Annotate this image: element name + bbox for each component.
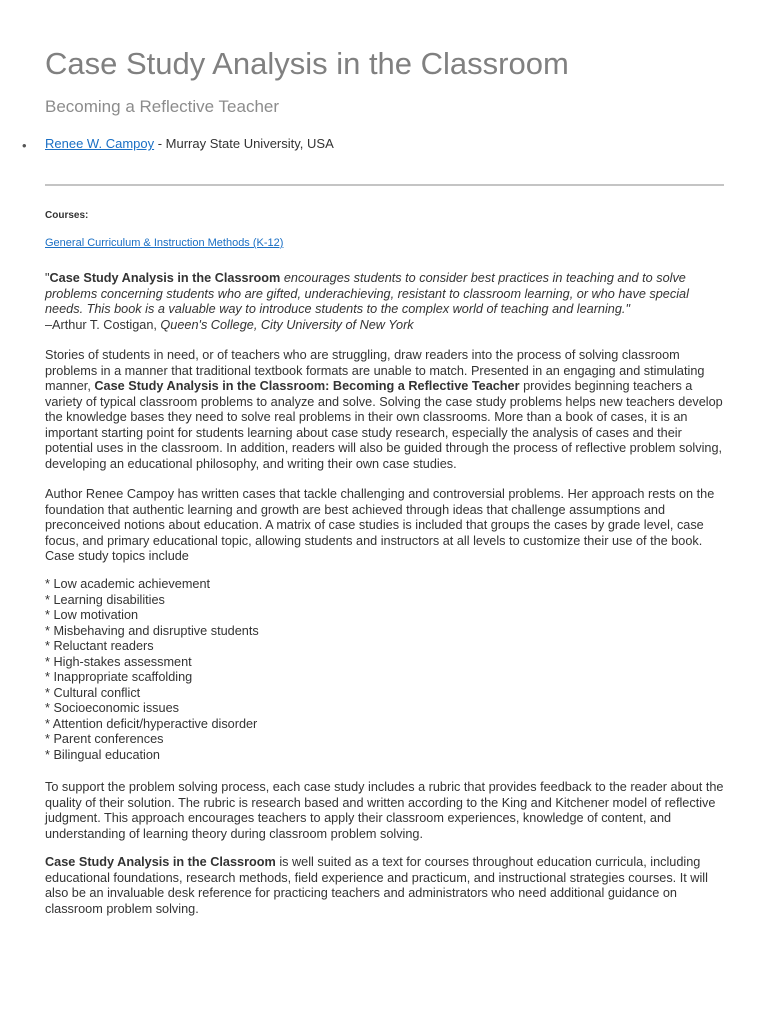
description-paragraph-3: To support the problem solving process, each case study includes a rubric that provides feedback to the reader about the quality of their solution. The rubric is research based and written according to the King and Kitchener model of reflective judgment. This approach encourages teachers to apply their classroom experiences, knowledge of content, and understanding of learning theory during classroom problem solving. [45, 780, 724, 841]
description-paragraph-2: Author Renee Campoy has written cases that tackle challenging and controversial problems. Her approach rests on the foundation that authentic learning and growth are best achieved through ideas that challenge assumptions and preconceived notions about education. A matrix of case studies is included that groups the cases by grade level, case focus, and primary educational topic, allowing students and instructors at all levels to customize their use of the book. Case study topics include [45, 487, 715, 564]
author-bullet: • [22, 138, 27, 153]
list-item: * Learning disabilities [45, 592, 165, 607]
description-paragraph-4 [45, 855, 725, 917]
list-item: * Attention deficit/hyperactive disorder [45, 716, 258, 731]
list-item: * Reluctant readers [45, 639, 154, 654]
quote-book-title: Case Study Analysis in the Classroom [49, 271, 281, 285]
divider [45, 184, 724, 186]
author-link[interactable]: Renee W. Campoy [45, 136, 155, 151]
list-item: * Misbehaving and disruptive students [45, 623, 259, 638]
quote-attribution [45, 318, 725, 334]
quote-body [45, 271, 725, 318]
list-item: * Inappropriate scaffolding [45, 670, 193, 685]
topics-list [45, 577, 725, 764]
p1-before: Stories of students in need, or of teachers who are struggling, draw readers into the process of solving classroom problems in a manner that traditional textbook formats are unable to match. Presented in an engaging and stimulating manner, [45, 348, 705, 394]
review-quote [45, 271, 725, 333]
list-item: * Bilingual education [45, 748, 160, 763]
list-item: * High-stakes assessment [45, 654, 192, 669]
page-title: Case Study Analysis in the Classroom [45, 46, 569, 81]
p1-after: provides beginning teachers a variety of typical classroom problems to analyze and solve. Solving the case study problems helps new teachers develop the knowledge bases they need to solve real problems in their own classrooms. More than a book of cases, it is an important starting point for students learning about case study research, especially the analysis of cases and their potential uses in the classroom. In addition, readers will also be guided through the process of reflective problem solving, developing an educational philosophy, and writing their own case studies. [45, 379, 723, 471]
courses-link-wrapper [45, 237, 283, 249]
description-paragraph-1 [45, 348, 725, 472]
quote-attribution-affiliation: Queen's College, City University of New York [160, 317, 414, 332]
list-item: * Socioeconomic issues [45, 701, 179, 716]
p4-bold-title: Case Study Analysis in the Classroom [45, 855, 276, 869]
courses-label: Courses: [45, 210, 89, 221]
p4-after: is well suited as a text for courses throughout education curricula, including educational foundations, research methods, field experience and practicum, and instructional strategies courses. It will also be an invaluable desk reference for practicing teachers and administrators who need additional guidance on classroom problem solving. [45, 855, 708, 916]
course-link[interactable]: General Curriculum & Instruction Methods (K-12) [45, 237, 284, 249]
author-affiliation: - Murray State University, USA [154, 136, 334, 151]
list-item: * Cultural conflict [45, 685, 141, 700]
list-item: * Parent conferences [45, 732, 164, 747]
author-line [45, 136, 334, 151]
list-item: * Low motivation [45, 608, 139, 623]
p1-bold-title: Case Study Analysis in the Classroom: Becoming a Reflective Teacher [94, 379, 520, 394]
quote-text: encourages students to consider best practices in teaching and to solve problems concerning students who are gifted, underachieving, resistant to classroom learning, or who have special needs. This book is a valuable way to introduce students to the complex world of teaching and learning." [45, 271, 689, 317]
list-item: * Low academic achievement [45, 577, 211, 591]
quote-open-mark: " [45, 271, 50, 285]
page-subtitle: Becoming a Reflective Teacher [45, 97, 280, 116]
quote-attribution-name: –Arthur T. Costigan, [45, 317, 161, 332]
